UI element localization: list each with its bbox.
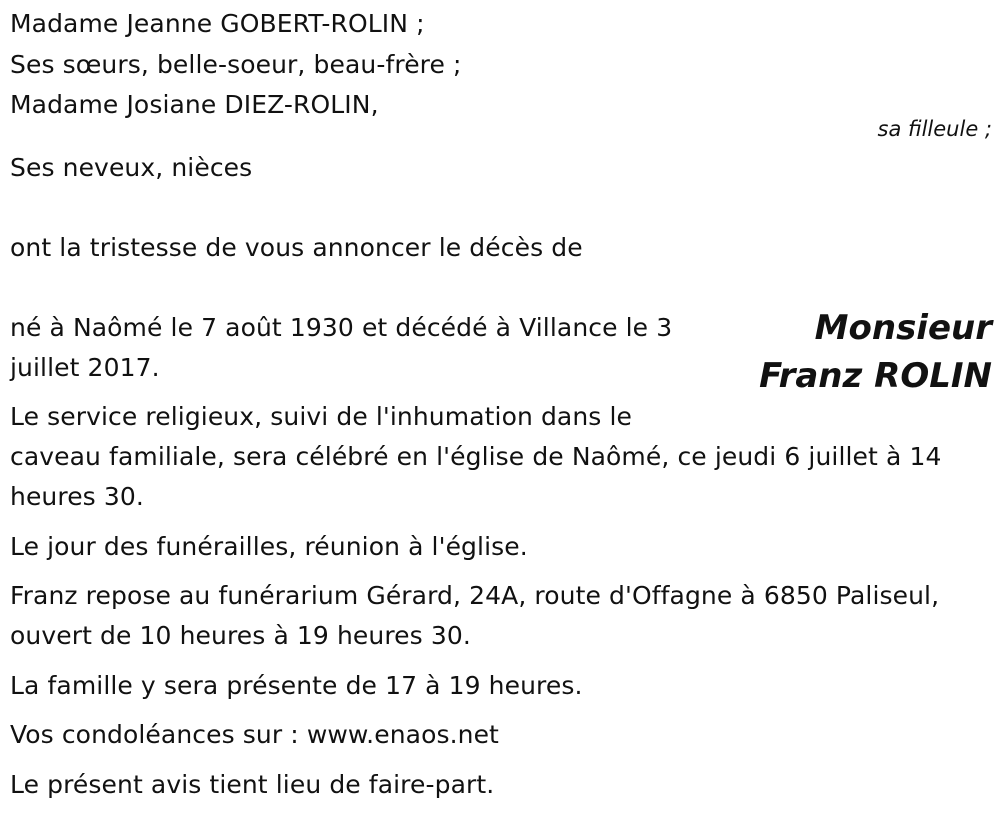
service-line-2: caveau familiale, sera célébré en l'église de Naômé, ce jeudi 6 juillet à 14	[10, 442, 942, 471]
service-line-3: heures 30.	[10, 482, 144, 511]
family-line-3: Madame Josiane DIEZ-ROLIN,	[10, 90, 379, 119]
filleule-label: sa filleule ;	[877, 117, 992, 141]
birth-death-line-2: juillet 2017.	[10, 353, 160, 382]
announcement-text: ont la tristesse de vous annoncer le décès de	[10, 233, 583, 262]
condolences-text: Vos condoléances sur : www.enaos.net	[10, 720, 499, 749]
notice-text: Le présent avis tient lieu de faire-part.	[10, 770, 495, 799]
rest-line-1: Franz repose au funérarium Gérard, 24A, route d'Offagne à 6850 Paliseul,	[10, 581, 940, 610]
family-line-4: Ses neveux, nièces	[10, 153, 253, 182]
deceased-name: Franz ROLIN	[759, 356, 992, 396]
rest-line-2: ouvert de 10 heures à 19 heures 30.	[10, 621, 471, 650]
funeral-day-text: Le jour des funérailles, réunion à l'église.	[10, 532, 528, 561]
family-line-1: Madame Jeanne GOBERT-ROLIN ;	[10, 9, 425, 38]
family-line-2: Ses sœurs, belle-soeur, beau-frère ;	[10, 50, 462, 79]
family-presence-text: La famille y sera présente de 17 à 19 heures.	[10, 671, 583, 700]
service-line-1: Le service religieux, suivi de l'inhumation dans le	[10, 402, 632, 431]
birth-death-line-1: né à Naômé le 7 août 1930 et décédé à Villance le 3	[10, 313, 673, 342]
deceased-title: Monsieur	[814, 308, 992, 348]
